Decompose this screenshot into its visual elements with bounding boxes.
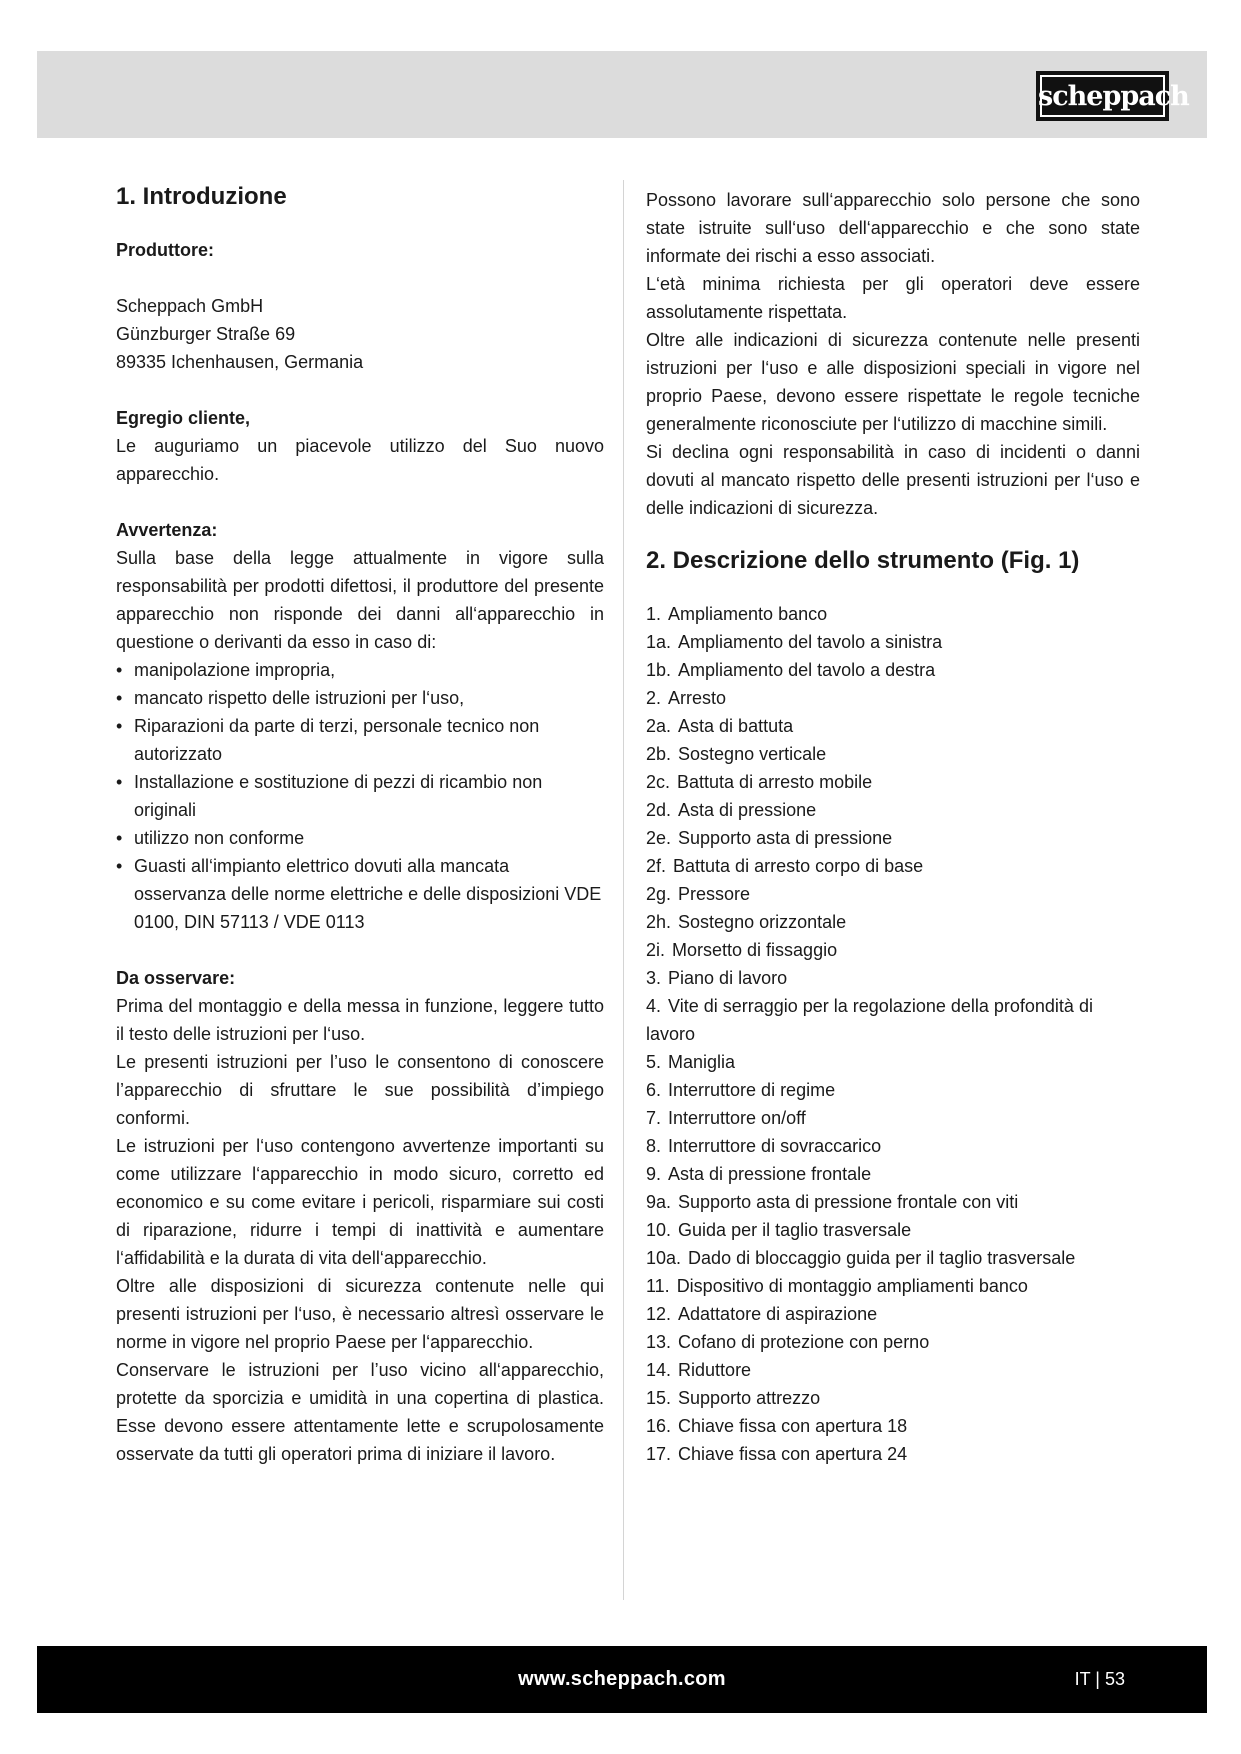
list-item: • Guasti all‘impianto elettrico dovuti alla mancata osservanza delle norme elettriche e delle disposizioni VDE 0100, DIN 57113 / VDE 0113	[116, 852, 604, 936]
list-item: 14. Riduttore	[646, 1360, 752, 1380]
observe-paragraph: Prima del montaggio e della messa in funzione, leggere tutto il testo delle istruzioni per l‘uso.	[116, 996, 604, 1044]
list-item: 2h. Sostegno orizzontale	[646, 912, 847, 932]
list-item: 2i. Morsetto di fissaggio	[646, 940, 838, 960]
list-item: 2d. Asta di pressione	[646, 800, 817, 820]
list-item: 1b. Ampliamento del tavolo a destra	[646, 660, 936, 680]
list-item: 10a. Dado di bloccaggio guida per il taglio trasversale	[646, 1248, 1076, 1268]
parts-list	[646, 600, 1140, 1468]
address-line: 89335 Ichenhausen, Germania	[116, 352, 364, 372]
page-footer	[37, 1646, 1207, 1713]
list-item: • manipolazione impropria,	[116, 656, 604, 684]
list-item: 12. Adattatore di aspirazione	[646, 1304, 878, 1324]
intro-paragraph: Si declina ogni responsabilità in caso di incidenti o danni dovuti al mancato rispetto delle presenti istruzioni per l‘uso e delle indicazioni di sicurezza.	[646, 442, 1140, 518]
list-item: • utilizzo non conforme	[116, 824, 604, 852]
list-item: 8. Interruttore di sovraccarico	[646, 1136, 882, 1156]
observe-paragraph: Conservare le istruzioni per l’uso vicino all‘apparecchio, protette da sporcizia e umidità in una copertina di plastica. Esse devono essere attentamente lette e scrupolosamente osservate da tutti gli operatori prima di iniziare il lavoro.	[116, 1360, 604, 1464]
warning-label: Avvertenza:	[116, 520, 218, 540]
list-item: 5. Maniglia	[646, 1052, 736, 1072]
producer-label: Produttore:	[116, 240, 214, 260]
list-item: • Riparazioni da parte di terzi, personale tecnico non autorizzato	[116, 712, 604, 768]
greeting-text: Le auguriamo un piacevole utilizzo del Suo nuovo apparecchio.	[116, 436, 604, 484]
list-item: 9a. Supporto asta di pressione frontale con viti	[646, 1192, 1019, 1212]
list-item: 17. Chiave fissa con apertura 24	[646, 1444, 908, 1464]
greeting-label: Egregio cliente,	[116, 408, 251, 428]
list-item: 2b. Sostegno verticale	[646, 744, 827, 764]
intro-paragraph: Oltre alle indicazioni di sicurezza contenute nelle presenti istruzioni per l‘uso e alle disposizioni speciali in vigore nel proprio Paese, devono essere rispettate le regole tecniche generalmente riconosciute per l‘utilizzo di macchine simili.	[646, 330, 1140, 434]
page-number: IT | 53	[1074, 1669, 1125, 1689]
list-item: 16. Chiave fissa con apertura 18	[646, 1416, 908, 1436]
section-title-introduction: 1. Introduzione	[116, 183, 287, 210]
list-item: 7. Interruttore on/off	[646, 1108, 806, 1128]
column-divider	[623, 180, 624, 1600]
left-column	[116, 180, 604, 1468]
right-column	[646, 180, 1140, 1468]
list-item: 2e. Supporto asta di pressione	[646, 828, 893, 848]
list-item: 13. Cofano di protezione con perno	[646, 1332, 930, 1352]
intro-paragraph: Possono lavorare sull‘apparecchio solo persone che sono state istruite sull‘uso dell‘apparecchio e che sono state informate dei rischi a esso associati.	[646, 190, 1140, 266]
observe-paragraph: Le istruzioni per l‘uso contengono avvertenze importanti su come utilizzare l‘apparecchio in modo sicuro, corretto ed economico e su come evitare i pericoli, risparmiare sui costi di riparazione, ridurre i tempi di inattività e aumentare l‘affidabilità e la durata di vita dell‘apparecchio.	[116, 1136, 604, 1268]
list-item: 2a. Asta di battuta	[646, 716, 794, 736]
list-item: 2f. Battuta di arresto corpo di base	[646, 856, 924, 876]
observe-paragraph: Oltre alle disposizioni di sicurezza contenute nelle qui presenti istruzioni per l‘uso, è necessario altresì osservare le norme in vigore nel proprio Paese per l‘apparecchio.	[116, 1276, 604, 1352]
address-line: Scheppach GmbH	[116, 296, 264, 316]
list-item: 6. Interruttore di regime	[646, 1080, 836, 1100]
brand-logo: scheppach	[1036, 71, 1169, 121]
list-item: 2c. Battuta di arresto mobile	[646, 772, 873, 792]
header-band	[37, 51, 1207, 138]
list-item: 1a. Ampliamento del tavolo a sinistra	[646, 632, 943, 652]
liability-list	[116, 656, 604, 936]
list-item: • mancato rispetto delle istruzioni per l‘uso,	[116, 684, 604, 712]
intro-paragraph: L‘età minima richiesta per gli operatori deve essere assolutamente rispettata.	[646, 274, 1140, 322]
list-item: 4. Vite di serraggio per la regolazione della profondità di lavoro	[646, 996, 1093, 1044]
address-line: Günzburger Straße 69	[116, 324, 296, 344]
list-item: • Installazione e sostituzione di pezzi di ricambio non originali	[116, 768, 604, 824]
list-item: 9. Asta di pressione frontale	[646, 1164, 872, 1184]
website-link[interactable]: www.scheppach.com	[518, 1668, 726, 1690]
list-item: 1. Ampliamento banco	[646, 604, 828, 624]
list-item: 2. Arresto	[646, 688, 727, 708]
list-item: 10. Guida per il taglio trasversale	[646, 1220, 912, 1240]
warning-text: Sulla base della legge attualmente in vigore sulla responsabilità per prodotti difettosi, il produttore del presente apparecchio non risponde dei danni all‘apparecchio in questione o derivanti da esso in caso di:	[116, 548, 604, 652]
observe-paragraph: Le presenti istruzioni per l’uso le consentono di conoscere l’apparecchio di sfruttare le sue possibilità d’impiego conformi.	[116, 1052, 604, 1128]
section-title-description: 2. Descrizione dello strumento (Fig. 1)	[646, 547, 1080, 574]
list-item: 2g. Pressore	[646, 884, 751, 904]
observe-label: Da osservare:	[116, 968, 236, 988]
list-item: 15. Supporto attrezzo	[646, 1388, 821, 1408]
list-item: 11. Dispositivo di montaggio ampliamenti banco	[646, 1276, 1028, 1296]
list-item: 3. Piano di lavoro	[646, 968, 788, 988]
